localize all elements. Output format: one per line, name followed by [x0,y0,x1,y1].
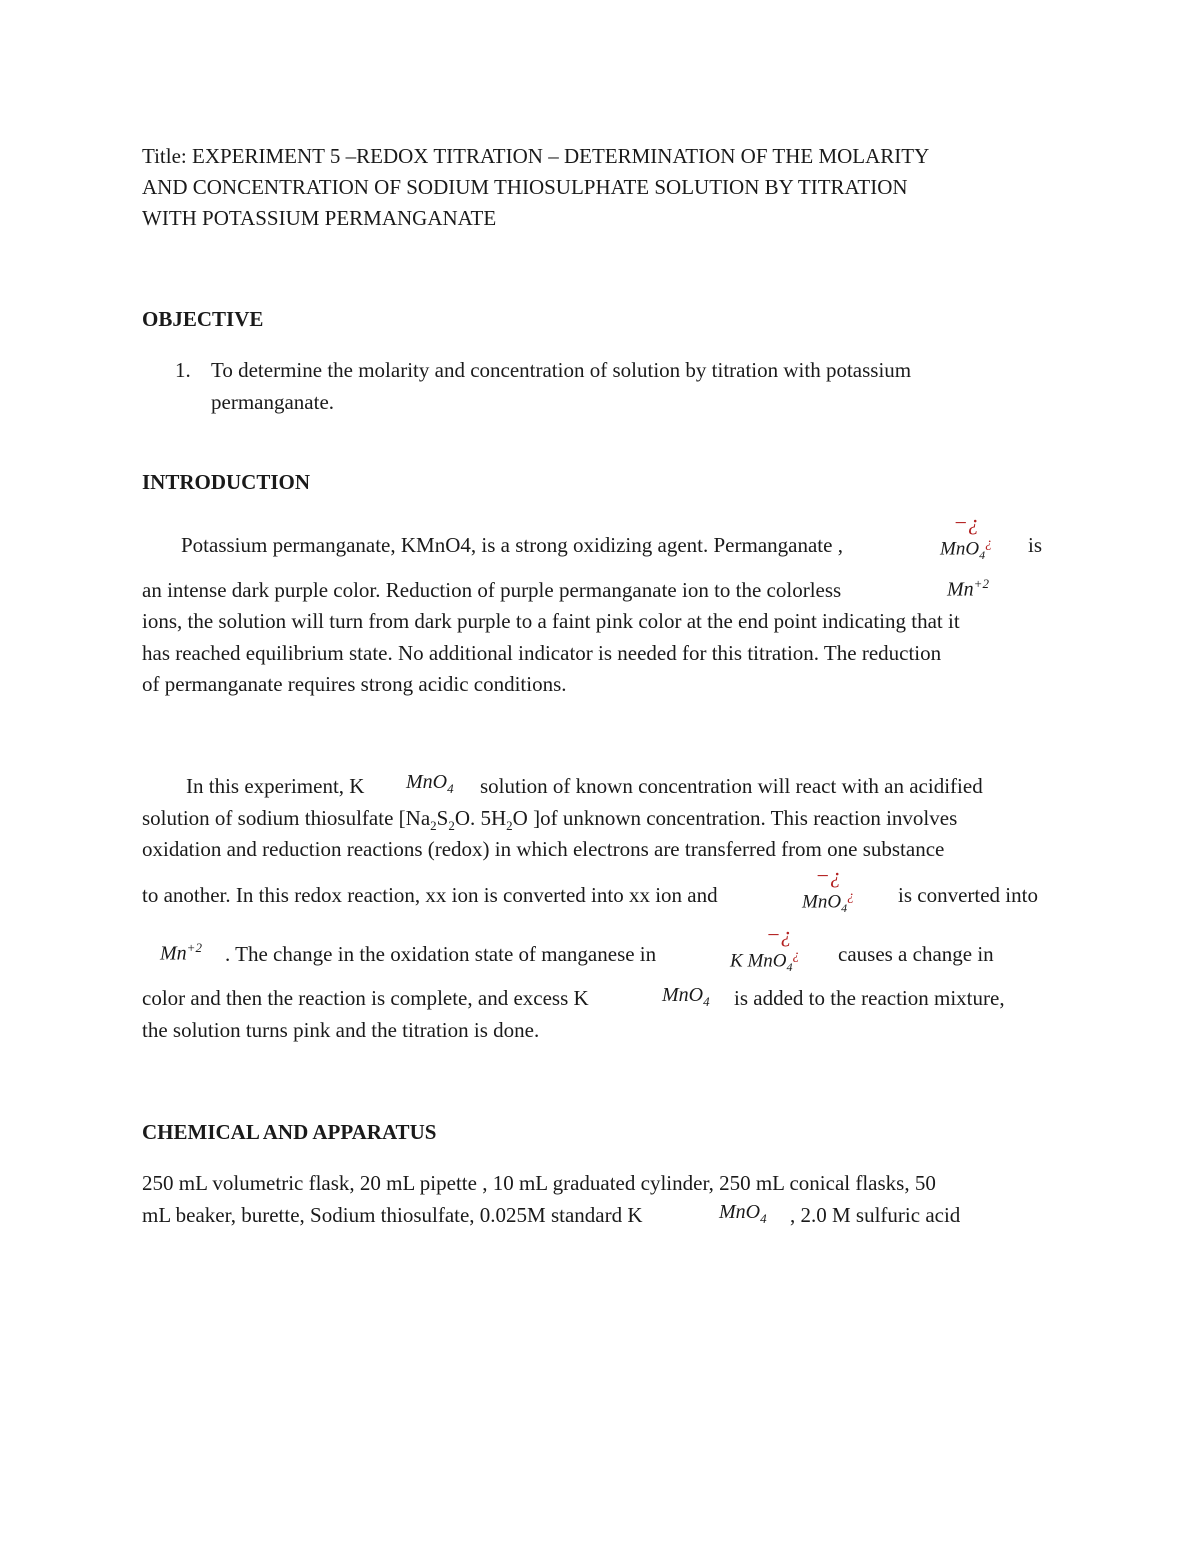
intro-p1-line-2: an intense dark purple color. Reduction of purple permanganate ion to the colorless [142,578,842,602]
objective-item-line-2: permanganate. [211,390,335,414]
formula-subscript: 4 [786,960,793,975]
intro-p2-line-2b: S [436,806,449,830]
chemicals-line-1: 250 mL volumetric flask, 20 mL pipette , 10 mL graduated cylinder, 250 mL conical flasks, 50 [142,1171,936,1195]
formula-text: Mn [947,578,974,601]
kmno4-ion-formula [730,922,800,978]
charge-label: −¿ [765,922,792,947]
formula-text: MnO [662,984,704,1006]
formula-text: MnO [940,538,980,560]
formula-superscript: +2 [186,940,202,955]
title-line-1: Title: EXPERIMENT 5 –REDOX TITRATION – DETERMINATION OF THE MOLARITY [142,144,930,168]
formula-text: MnO [802,891,842,913]
formula-text: MnO [719,1201,761,1223]
intro-p2-line-4a: to another. In this redox reaction, xx ion is converted into xx ion and [142,883,718,907]
formula-superscript: ¿ [985,536,993,551]
formula-text: MnO [747,950,787,972]
subscript: 2 [430,818,437,834]
formula-superscript: +2 [973,576,989,591]
formula-superscript: ¿ [792,948,800,963]
intro-p2-line-2c: O. 5H [454,806,507,830]
formula-subscript: 4 [703,994,710,1009]
manganese-ion-formula [160,940,202,966]
objective-item-line-1: To determine the molarity and concentration of solution by titration with potassium [211,358,912,382]
chemicals-line-2b: , 2.0 M sulfuric acid [790,1203,961,1227]
formula-text: Mn [160,942,187,965]
charge-label: −¿ [953,510,979,535]
kmno4-formula [719,1201,767,1227]
kmno4-formula [662,984,710,1010]
chemicals-line-2a: mL beaker, burette, Sodium thiosulfate, 0.025M standard K [142,1203,643,1227]
formula-subscript: 4 [841,901,848,916]
intro-p1-line-5: of permanganate requires strong acidic conditions. [142,672,567,696]
subscript: 2 [448,818,455,834]
introduction-heading: INTRODUCTION [142,470,311,494]
intro-p2-line-5b: causes a change in [838,942,994,966]
charge-label: −¿ [815,863,841,888]
permanganate-ion-formula [940,510,993,566]
intro-p2-line-2d: O ]of unknown concentration. This reaction involves [512,806,958,830]
intro-p2-line-6b: is added to the reaction mixture, [734,986,1005,1010]
intro-p2-line-1a: In this experiment, K [186,774,365,798]
intro-p1-line-1-end: is [1028,533,1043,557]
intro-p1-line-4: has reached equilibrium state. No additional indicator is needed for this titration. The reduction [142,641,942,665]
objective-heading: OBJECTIVE [142,307,264,331]
formula-subscript: 4 [979,548,986,563]
formula-text: MnO [406,771,448,793]
formula-prefix: K [730,950,748,972]
subscript: 2 [506,818,513,834]
intro-p2-line-2a: solution of sodium thiosulfate [Na [142,806,431,830]
intro-p1-line-3: ions, the solution will turn from dark purple to a faint pink color at the end point indicating that it [142,609,960,633]
intro-p2-line-3: oxidation and reduction reactions (redox) in which electrons are transferred from one substance [142,837,945,861]
manganese-ion-formula [947,576,989,602]
formula-subscript: 4 [447,781,454,796]
intro-p2-line-5a: . The change in the oxidation state of manganese in [225,942,657,966]
intro-p2-line-7: the solution turns pink and the titration is done. [142,1018,540,1042]
chemicals-heading: CHEMICAL AND APPARATUS [142,1120,437,1144]
kmno4-formula [406,771,454,797]
permanganate-ion-formula [802,863,855,919]
objective-item-number: 1. [175,358,191,382]
intro-p2-line-6a: color and then the reaction is complete, and excess K [142,986,589,1010]
formula-subscript: 4 [760,1211,767,1226]
intro-p1-line-1: Potassium permanganate, KMnO4, is a strong oxidizing agent. Permanganate , [181,533,843,557]
intro-p2-line-1b: solution of known concentration will react with an acidified [480,774,983,798]
formula-superscript: ¿ [847,889,855,904]
intro-p2-line-4b: is converted into [898,883,1038,907]
title-line-2: AND CONCENTRATION OF SODIUM THIOSULPHATE SOLUTION BY TITRATION [142,175,908,199]
title-line-3: WITH POTASSIUM PERMANGANATE [142,206,497,230]
